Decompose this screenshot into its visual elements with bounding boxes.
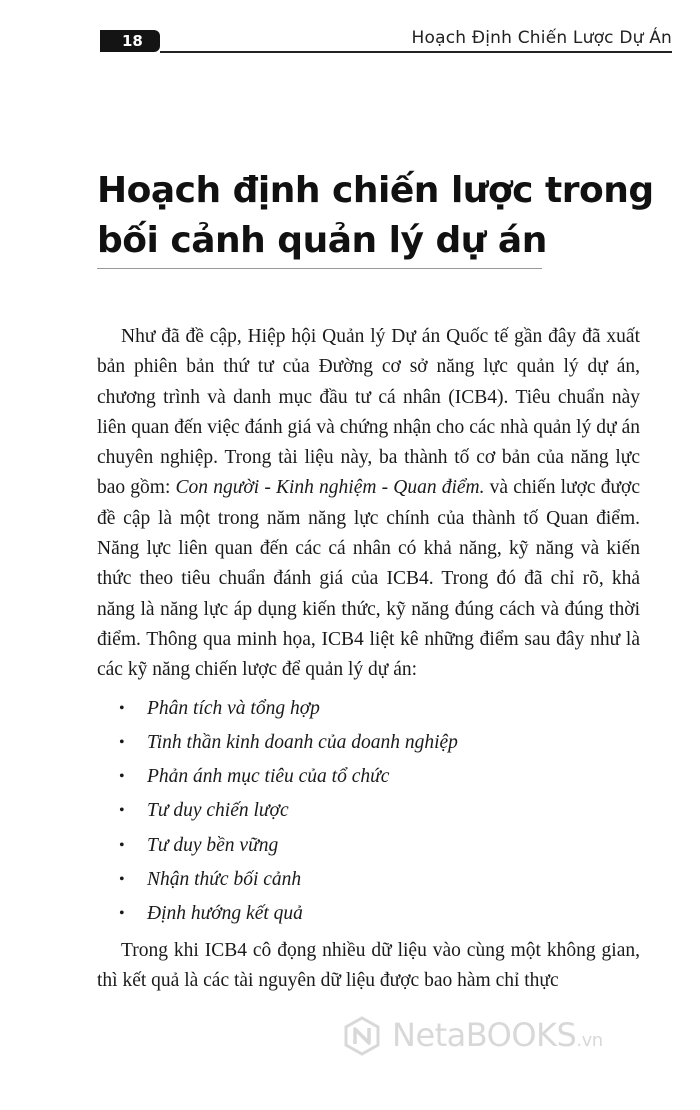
list-item-text: Tư duy chiến lược: [147, 800, 289, 822]
bullet-icon: •: [119, 905, 125, 923]
header-rule: [160, 51, 672, 53]
list-item: [97, 760, 640, 794]
skills-list: [97, 692, 640, 932]
list-item-text: Định hướng kết quả: [147, 903, 303, 925]
paragraph-1-text-a: Như đã đề cập, Hiệp hội Quản lý Dự án Quốc tế gần đây đã xuất bản phiên bản thứ tư của Đường cơ sở năng lực quản lý dự án, chương trình và danh mục đầu tư cá nhân (ICB4). Tiêu chuẩn này liên quan đến việc đánh giá và chứng nhận cho các nhà quản lý dự án chuyên nghiệp. Trong tài liệu này, ba thành tố cơ bản của năng lực bao gồm:: [97, 326, 640, 499]
title-underline: [97, 268, 542, 269]
bullet-icon: •: [119, 699, 125, 717]
paragraph-1: [97, 322, 640, 686]
running-title: Hoạch Định Chiến Lược Dự Án: [411, 28, 672, 48]
list-item-text: Tư duy bền vững: [147, 834, 279, 856]
paragraph-1-italic: Con người - Kinh nghiệm - Quan điểm.: [175, 477, 485, 499]
bullet-icon: •: [119, 871, 125, 889]
list-item: [97, 863, 640, 897]
chapter-title: Hoạch định chiến lược trong bối cảnh quản lý dự án: [97, 170, 654, 261]
paragraph-1-text-b: và chiến lược được đề cập là một trong năm năng lực chính của thành tố Quan điểm. Năng lực liên quan đến các cá nhân có khả năng, kỹ năng và kiến thức theo tiêu chuẩn đánh giá của ICB4. Trong đó đã chỉ rõ, khả năng là năng lực áp dụng kiến thức, kỹ năng đúng cách và đúng thời điểm. Thông qua minh họa, ICB4 liệt kê những điểm sau đây như là các kỹ năng chiến lược để quản lý dự án:: [97, 477, 640, 681]
list-item-text: Tinh thần kinh doanh của doanh nghiệp: [147, 731, 458, 753]
watermark: [342, 1012, 682, 1060]
page-header: [0, 22, 700, 56]
list-item-text: Nhận thức bối cảnh: [147, 869, 302, 891]
bullet-icon: •: [119, 836, 125, 854]
list-item-text: Phản ánh mục tiêu của tổ chức: [147, 766, 390, 788]
netabooks-logo-icon: [342, 1016, 382, 1056]
list-item: [97, 829, 640, 863]
watermark-suffix: .vn: [576, 1030, 603, 1051]
paragraph-2: Trong khi ICB4 cô đọng nhiều dữ liệu vào cùng một không gian, thì kết quả là các tài nguyên dữ liệu được bao hàm chỉ thực: [97, 939, 640, 991]
bullet-icon: •: [119, 802, 125, 820]
list-item-text: Phân tích và tổng hợp: [147, 697, 320, 719]
watermark-text: [392, 1016, 603, 1054]
list-item: [97, 726, 640, 760]
bullet-icon: •: [119, 768, 125, 786]
page-number: 18: [100, 30, 160, 52]
bullet-icon: •: [119, 733, 125, 751]
list-item: [97, 692, 640, 726]
list-item: [97, 794, 640, 828]
list-item: [97, 897, 640, 931]
body-text: [97, 322, 640, 996]
watermark-brand: NetaBOOKS: [392, 1016, 577, 1054]
